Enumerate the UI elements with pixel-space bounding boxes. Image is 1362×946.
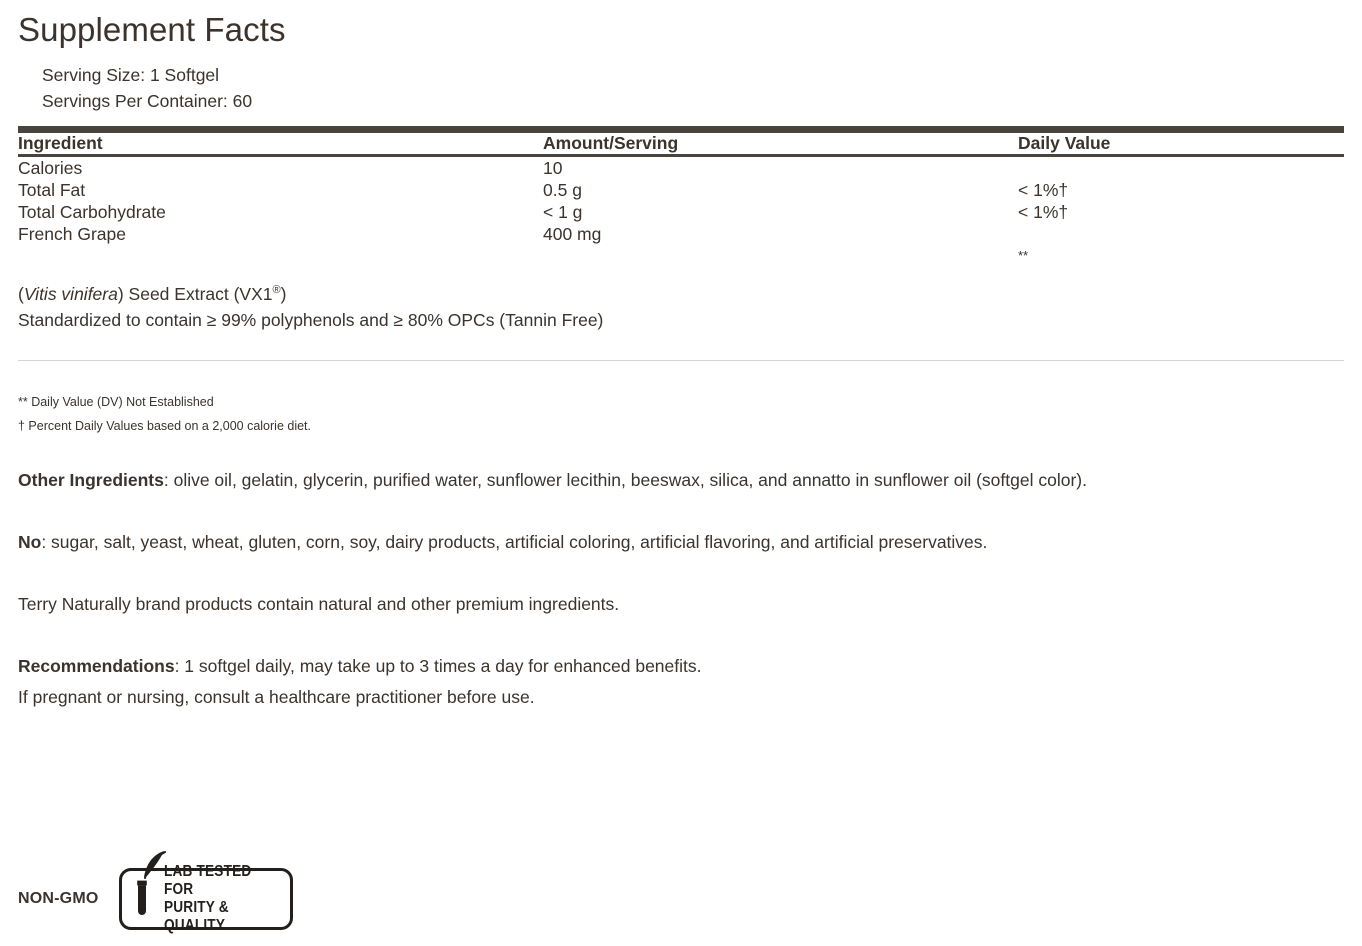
table-bottom-rule	[18, 360, 1344, 361]
row-daily-value: < 1%†	[1018, 202, 1069, 223]
table-row	[18, 157, 1344, 179]
table-row	[18, 201, 1344, 223]
table-row	[18, 223, 1344, 267]
test-tube-icon	[134, 877, 150, 921]
certification-badges	[18, 863, 293, 934]
lab-tested-badge	[119, 863, 293, 934]
row-daily-value: < 1%†	[1018, 180, 1069, 201]
table-header-row	[18, 133, 1344, 154]
ingredient-detail-line-2: Standardized to contain ≥ 99% polyphenols and ≥ 80% OPCs (Tannin Free)	[18, 310, 604, 331]
other-ingredients-text: : olive oil, gelatin, glycerin, purified water, sunflower lecithin, beeswax, silica, and annatto in sunflower oil (softgel color).	[163, 470, 1087, 491]
ingredient-detail-line-1	[18, 281, 1344, 307]
row-daily-value: **	[1018, 248, 1029, 264]
serving-info	[18, 62, 1344, 114]
supplement-facts-body	[18, 157, 1344, 267]
column-header-amount: Amount/Serving	[543, 133, 679, 154]
brand-statement-paragraph	[18, 589, 1344, 620]
botanical-name: Vitis vinifera	[23, 284, 118, 305]
row-ingredient: Total Carbohydrate	[18, 202, 166, 223]
footnote-dv-not-established: ** Daily Value (DV) Not Established	[18, 395, 214, 410]
footnotes	[18, 390, 1344, 438]
row-amount: 0.5 g	[543, 180, 582, 201]
recommendations-paragraph	[18, 651, 1344, 713]
detail-end: )	[280, 284, 287, 305]
column-header-daily-value: Daily Value	[1018, 133, 1111, 154]
other-ingredients-label: Other Ingredients	[18, 470, 164, 491]
supplement-facts-table	[18, 133, 1344, 154]
info-paragraphs	[18, 465, 1344, 713]
recommendations-text: : 1 softgel daily, may take up to 3 times a day for enhanced benefits.	[174, 656, 702, 677]
free-of-label: No	[18, 532, 42, 553]
row-amount: < 1 g	[543, 202, 583, 223]
page-title: Supplement Facts	[18, 11, 286, 48]
free-of-paragraph	[18, 527, 1344, 558]
serving-size: Serving Size: 1 Softgel	[42, 65, 220, 86]
lab-tested-text	[164, 863, 275, 935]
footnote-percent-dv: † Percent Daily Values based on a 2,000 calorie diet.	[18, 419, 312, 434]
row-daily-value	[1018, 157, 1344, 179]
other-ingredients-paragraph	[18, 465, 1344, 496]
table-top-rule	[18, 126, 1344, 133]
detail-prefix: (	[18, 284, 24, 305]
row-ingredient: Calories	[18, 158, 83, 179]
table-row	[18, 179, 1344, 201]
recommendations-label: Recommendations	[18, 656, 175, 677]
ingredient-detail	[18, 281, 1344, 333]
detail-suffix: ) Seed Extract (VX1	[117, 284, 273, 305]
row-amount: 10	[543, 158, 563, 179]
row-ingredient: Total Fat	[18, 180, 86, 201]
pregnancy-note: If pregnant or nursing, consult a healthcare practitioner before use.	[18, 687, 535, 708]
row-ingredient: French Grape	[18, 224, 126, 245]
registered-mark: ®	[272, 284, 281, 297]
free-of-text: : sugar, salt, yeast, wheat, gluten, corn, soy, dairy products, artificial coloring, artificial flavoring, and artificial preservatives.	[41, 532, 988, 553]
lab-tested-line-1: LAB TESTED FOR	[163, 863, 251, 898]
brand-statement-text: Terry Naturally brand products contain natural and other premium ingredients.	[18, 594, 620, 615]
non-gmo-badge: NON-GMO	[18, 890, 99, 907]
column-header-ingredient: Ingredient	[18, 133, 103, 154]
servings-per-container: Servings Per Container: 60	[42, 91, 253, 112]
row-amount: 400 mg	[543, 224, 602, 245]
lab-tested-line-2: PURITY & QUALITY	[163, 899, 229, 934]
